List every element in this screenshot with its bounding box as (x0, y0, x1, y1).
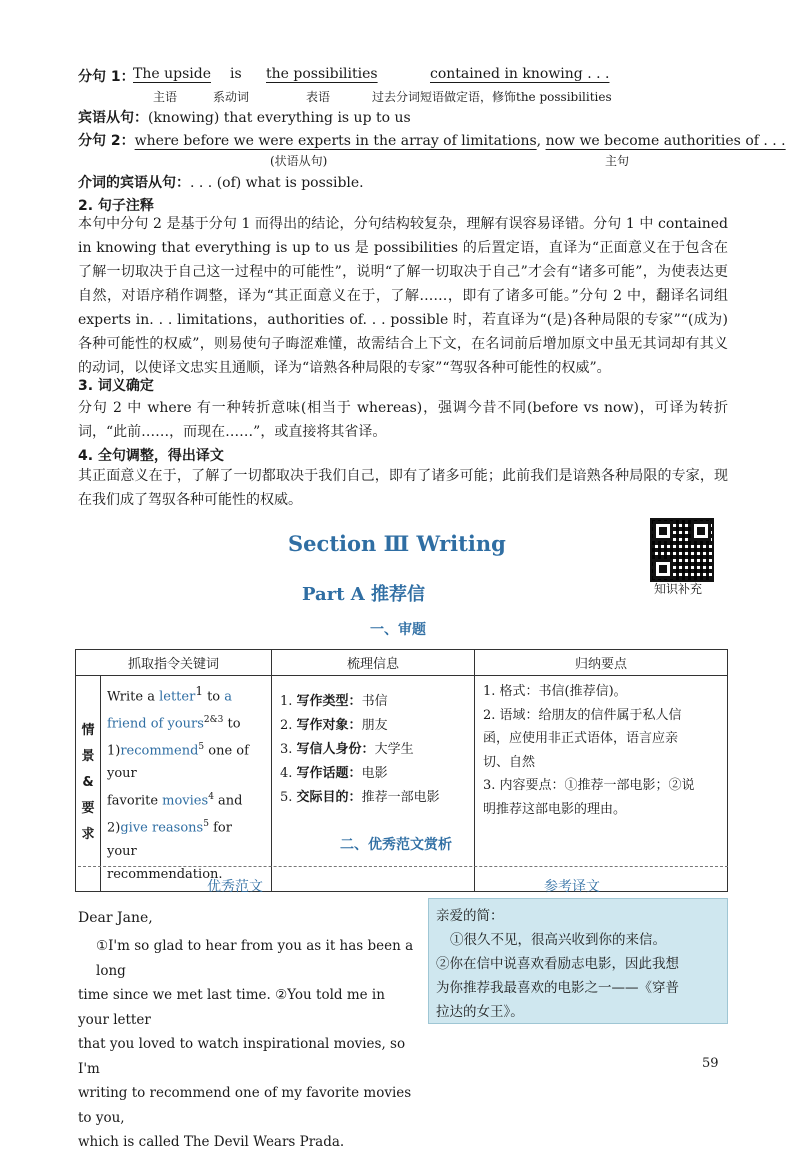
info-cell: 1. 写作类型：书信 2. 写作对象：朋友 3. 写信人身份：大学生 4. 写作话题：电影 5. 交际目的：推荐一部电影 (272, 676, 475, 892)
role-main-clause: 主句 (605, 154, 630, 168)
qr-code (650, 518, 714, 582)
prep-object-clause: 介词的宾语从句：. . . (of) what is possible. (78, 175, 364, 191)
table-header: 梳理信息 (272, 650, 475, 676)
clause1-label: 分句 1： (78, 69, 135, 85)
role-verb: 系动词 (213, 90, 250, 104)
row-label: 情景 & 要求 (76, 676, 101, 892)
clause2: 分句 2：where before we were experts in the array of limitations, now we become authorities of . . . (78, 133, 786, 149)
notes-paragraph: 本句中分句 2 是基于分句 1 而得出的结论，分句结构较复杂，理解有误容易译错。分句 1 中 contained in knowing that everything is up to us 是 possibilities 的后置定语，直译为“正面意义在于包含在了解一切取决于自己这一过程中的可能性”，说明“了解一切取决于自己”才会有“诸多可能”，为使表达更自然，对语序稍作调整，译为“其正面意义在于，了解……，即有了诸多可能。”分句 2 中，翻译名词组 experts in. . . limitations，authorities of. . . possible 时，若直译为“(是)各种局限的专家”“(成为)各种可能性的权威”，则易使句子晦涩难懂，故需结合上下文，在名词前后增加原文中虽无其词却有其义的动词，以使译文忠实且通顺，译为“谙熟各种局限的专家”“驾驭各种可能性的权威”。 (78, 216, 728, 376)
sample-left-title: 优秀范文 (207, 879, 263, 895)
letter-body: ①I'm so glad to hear from you as it has been a long time since we met last time. ②You told me in your letter that you loved to watch inspirational movies, so I'm writing to recommend one of my favorite movies to you, which is called The Devil Wears Prada. (78, 938, 414, 1150)
translation-text: 亲爱的简： ①很久不见，很高兴收到你的来信。 ②你在信中说喜欢看励志电影，因此我想 为你推荐我最喜欢的电影之一——《穿普 拉达的女王》。 (436, 908, 679, 1020)
table-header: 抓取指令关键词 (76, 650, 272, 676)
summary-cell: 1. 格式：书信(推荐信)。 2. 语域：给朋友的信件属于私人信 函，应使用非正式语体，语言应亲 切、自然 3. 内容要点：①推荐一部电影；②说 明推荐这部电影的理由。 (475, 676, 728, 892)
qr-label: 知识补充 (654, 582, 703, 596)
analysis-table (75, 649, 728, 892)
clause1-attribute: contained in knowing . . . (430, 66, 610, 82)
role-predicative: 表语 (306, 90, 331, 104)
object-clause: 宾语从句：(knowing) that everything is up to us (78, 110, 411, 126)
heading-final-translation: 4. 全句调整，得出译文 (78, 448, 224, 464)
subheading-review: 一、审题 (370, 622, 426, 638)
section-title: Section Ⅲ Writing (288, 531, 506, 556)
sample-right-title: 参考译文 (544, 879, 600, 895)
role-attribute: 过去分词短语做定语，修饰the possibilities (372, 90, 612, 104)
final-translation-paragraph: 其正面意义在于，了解了一切都取决于我们自己，即有了诸多可能；此前我们是谙熟各种局限的专家，现在我们成了驾驭各种可能性的权威。 (78, 468, 728, 508)
letter-greeting: Dear Jane, (78, 910, 153, 926)
part-title: Part A 推荐信 (302, 584, 426, 605)
role-adverbial: (状语从句) (270, 154, 328, 168)
page-number: 59 (702, 1056, 719, 1071)
role-subject: 主语 (153, 90, 178, 104)
heading-sentence-notes: 2. 句子注释 (78, 198, 154, 214)
divider (78, 866, 728, 867)
word-meaning-paragraph: 分句 2 中 where 有一种转折意味(相当于 whereas)，强调今昔不同(before vs now)，可译为转折词，“此前……，而现在……”，或直接将其省译。 (78, 400, 728, 440)
clause1-predicative: the possibilities (266, 66, 378, 82)
subheading-sample: 二、优秀范文赏析 (340, 837, 452, 853)
heading-word-meaning: 3. 词义确定 (78, 378, 154, 394)
clause1-subject: The upside (133, 66, 211, 82)
table-header: 归纳要点 (475, 650, 728, 676)
clause1-verb: is (230, 66, 242, 82)
keywords-cell: Write a letter$^1$ to a friend of yours$^{2\&3}$ to 1)recommend$^5$ one of your favorite movies$^4$ and 2)give reasons$^5$ for your recommendation. (101, 676, 272, 892)
